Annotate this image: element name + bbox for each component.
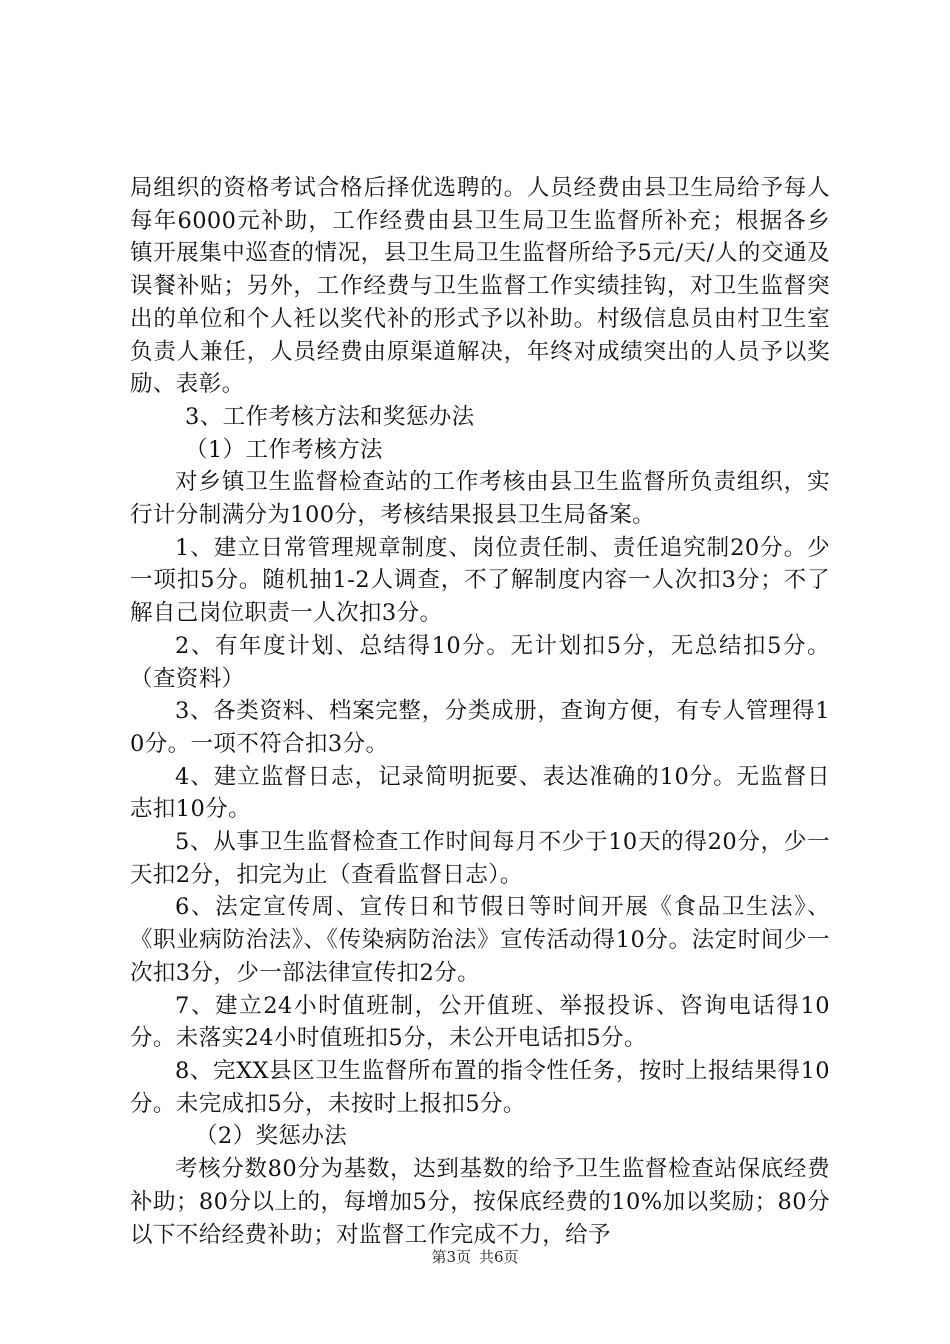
list-item-rule-5: 5、从事卫生监督检查工作时间每月不少于10天的得20分，少一天扣2分，扣完为止（查看监督日志）。 xyxy=(130,829,830,888)
page-total: 共6页 xyxy=(479,1248,519,1266)
list-item-rule-6: 6、法定宣传周、宣传日和节假日等时间开展《食品卫生法》、《职业病防治法》、《传染病防治法》宣传活动得10分。法定时间少一次扣3分，少一部法律宣传扣2分。 xyxy=(130,894,830,986)
list-item-rule-1: 1、建立日常管理规章制度、岗位责任制、责任追究制20分。少一项扣5分。随机抽1-2人调查，不了解制度内容一人次扣3分；不了解自己岗位职责一人次扣3分。 xyxy=(130,534,830,627)
list-item-rule-7: 7、建立24小时值班制，公开值班、举报投诉、咨询电话得10分。未落实24小时值班扣5分，未公开电话扣5分。 xyxy=(130,992,830,1052)
list-item-rule-4: 4、建立监督日志，记录简明扼要、表达准确的10分。无监督日志扣10分。 xyxy=(130,763,830,823)
page-number: 第3页 xyxy=(431,1248,471,1266)
section-heading-assessment: 3、工作考核方法和奖惩办法 xyxy=(185,403,475,430)
paragraph-continuation: 局组织的资格考试合格后择优选聘的。人员经费由县卫生局给予每人每年6000元补助，工作经费由县卫生局卫生监督所补充；根据各乡镇开展集中巡查的情况，县卫生局卫生监督所给予5元/天/人的交通及误餐补贴；另外，工作经费与卫生监督工作实绩挂钩，对卫生监督突出的单位和个人衽以奖代补的形式予以补助。村级信息员由村卫生室负责人兼任，人员经费由原渠道解决，年终对成绩突出的人员予以奖励、表彰。 xyxy=(130,175,830,398)
page-footer xyxy=(0,1247,950,1267)
list-item-rule-8: 8、完XX县区卫生监督所布置的指令性任务，按时上报结果得10分。未完成扣5分，未按时上报扣5分。 xyxy=(130,1057,830,1117)
paragraph-assessment-intro: 对乡镇卫生监督检查站的工作考核由县卫生监督所负责组织，实行计分制满分为100分，考核结果报县卫生局备案。 xyxy=(130,469,830,529)
paragraph-rewards-penalties: 考核分数80分为基数，达到基数的给予卫生监督检查站保底经费补助；80分以上的，每增加5分，按保底经费的10%加以奖励；80分以下不给经费补助；对监督工作完成不力，给予 xyxy=(130,1156,830,1248)
subheading-assessment-method: （1）工作考核方法 xyxy=(185,436,383,463)
list-item-rule-3: 3、各类资料、档案完整，分类成册，查询方便，有专人管理得10分。一项不符合扣3分。 xyxy=(130,698,830,757)
subheading-rewards-penalties: （2）奖惩办法 xyxy=(195,1123,348,1150)
list-item-rule-2: 2、有年度计划、总结得10分。无计划扣5分，无总结扣5分。（查资料） xyxy=(130,632,830,692)
document-body xyxy=(130,172,830,1251)
